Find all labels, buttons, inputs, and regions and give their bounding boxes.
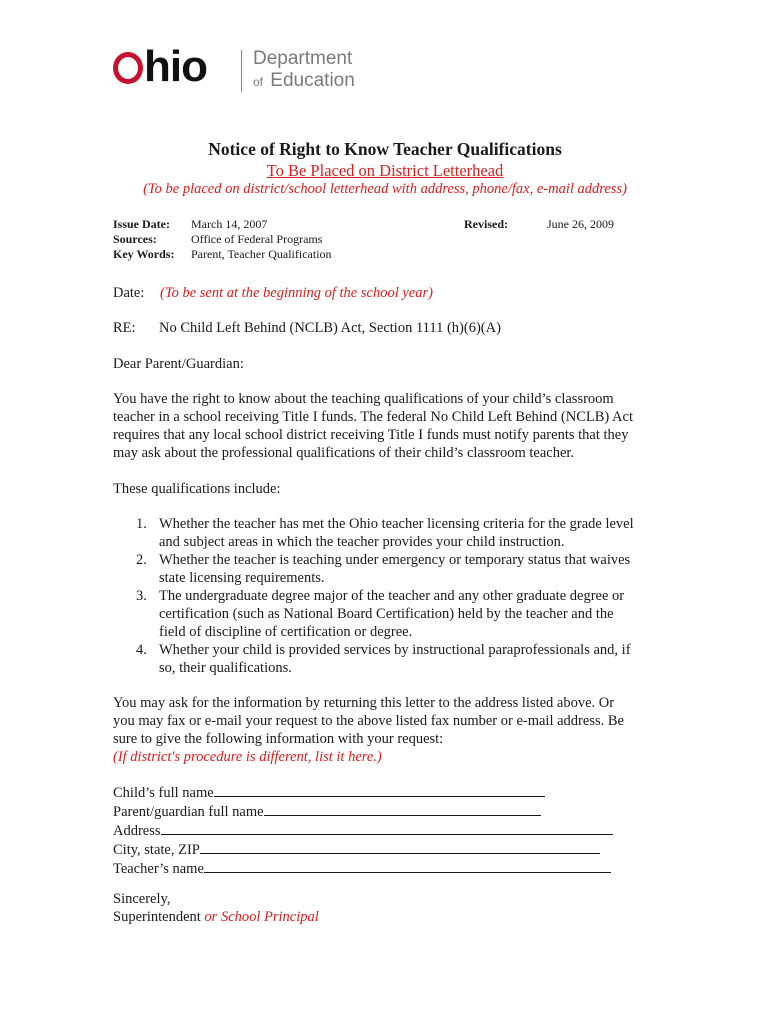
date-label: Date: <box>113 285 145 301</box>
logo-ohio-rest: hio <box>144 42 207 91</box>
logo-wordmark-ohio <box>113 42 207 92</box>
blank-line[interactable] <box>214 783 545 797</box>
document-subtitle: To Be Placed on District Letterhead <box>266 161 504 180</box>
logo-department-text <box>253 48 355 93</box>
paragraph-line: You have the right to know about the teaching qualifications of your child’s classroom <box>113 391 614 407</box>
list-number: 4. <box>136 642 147 658</box>
blank-line[interactable] <box>264 802 541 816</box>
list-number: 3. <box>136 588 147 604</box>
logo-dept-line1: Department <box>253 48 353 69</box>
re-label: RE: <box>113 320 136 336</box>
paragraph-1 <box>113 390 633 462</box>
qualifications-intro: These qualifications include: <box>113 481 281 497</box>
list-item: Whether your child is provided services by instructional paraprofessionals and, if so, their qualifications. <box>159 642 631 676</box>
meta-labels <box>113 217 174 262</box>
closing: Sincerely, <box>113 891 171 907</box>
re-text: No Child Left Behind (NCLB) Act, Section 1111 (h)(6)(A) <box>159 320 501 336</box>
procedure-note: (If district's procedure is different, list it here.) <box>113 749 382 765</box>
list-number: 1. <box>136 516 147 532</box>
re-line <box>113 319 501 337</box>
signature-line <box>113 908 319 926</box>
paragraph-line: You may ask for the information by returning this letter to the address listed above. Or <box>113 695 615 711</box>
logo-divider <box>241 50 242 92</box>
logo-dept-line2: of Education <box>253 70 355 91</box>
revised-label: Revised: <box>464 217 508 231</box>
field-teacher-name: Teacher’s name <box>113 859 613 878</box>
date-note: (To be sent at the beginning of the school year) <box>160 285 433 301</box>
field-parent-name: Parent/guardian full name <box>113 802 613 821</box>
list-item: The undergraduate degree major of the teacher and any other graduate degree or certification (such as National Board Certification) held by the teacher and the field of discipline of certification or degree. <box>159 588 625 640</box>
paragraph-line: requires that any local school district receiving Title I funds must notify parents that they <box>113 427 629 443</box>
signer: Superintendent <box>113 909 201 925</box>
list-item: Whether the teacher has met the Ohio teacher licensing criteria for the grade level and subject areas in which the teacher provides your child instruction. <box>159 516 634 550</box>
field-address: Address <box>113 821 613 840</box>
paragraph-2 <box>113 694 624 766</box>
list-item: Whether the teacher is teaching under emergency or temporary status that waives state licensing requirements. <box>159 552 631 586</box>
blank-line[interactable] <box>200 840 600 854</box>
logo-o-ring <box>113 52 143 84</box>
field-city-state-zip: City, state, ZIP <box>113 840 613 859</box>
sources-label: Sources: <box>113 232 157 246</box>
issue-date-value: March 14, 2007 <box>191 217 268 231</box>
paragraph-line: may ask about the professional qualifications of their child’s classroom teacher. <box>113 445 575 461</box>
revised-value: June 26, 2009 <box>547 217 614 231</box>
form-fields <box>113 783 613 878</box>
sources-value: Office of Federal Programs <box>191 232 323 246</box>
blank-line[interactable] <box>161 821 613 835</box>
meta-values <box>191 217 332 262</box>
keywords-value: Parent, Teacher Qualification <box>191 247 332 261</box>
salutation: Dear Parent/Guardian: <box>113 356 244 372</box>
field-childs-name: Child’s full name <box>113 783 613 802</box>
paragraph-line: teacher in a school receiving Title I funds. The federal No Child Left Behind (NCLB) Act <box>113 409 633 425</box>
list-number: 2. <box>136 552 147 568</box>
paragraph-line: you may fax or e-mail your request to the above listed fax number or e-mail address. Be <box>113 713 624 729</box>
blank-line[interactable] <box>204 859 611 873</box>
paragraph-line: sure to give the following information with your request: <box>113 731 444 747</box>
signer-alt: or School Principal <box>204 909 319 925</box>
issue-date-label: Issue Date: <box>113 217 170 231</box>
letterhead-note: (To be placed on district/school letterhead with address, phone/fax, e-mail address) <box>143 181 627 197</box>
date-line <box>113 284 433 302</box>
document-title: Notice of Right to Know Teacher Qualifications <box>208 139 562 159</box>
keywords-label: Key Words: <box>113 247 175 261</box>
